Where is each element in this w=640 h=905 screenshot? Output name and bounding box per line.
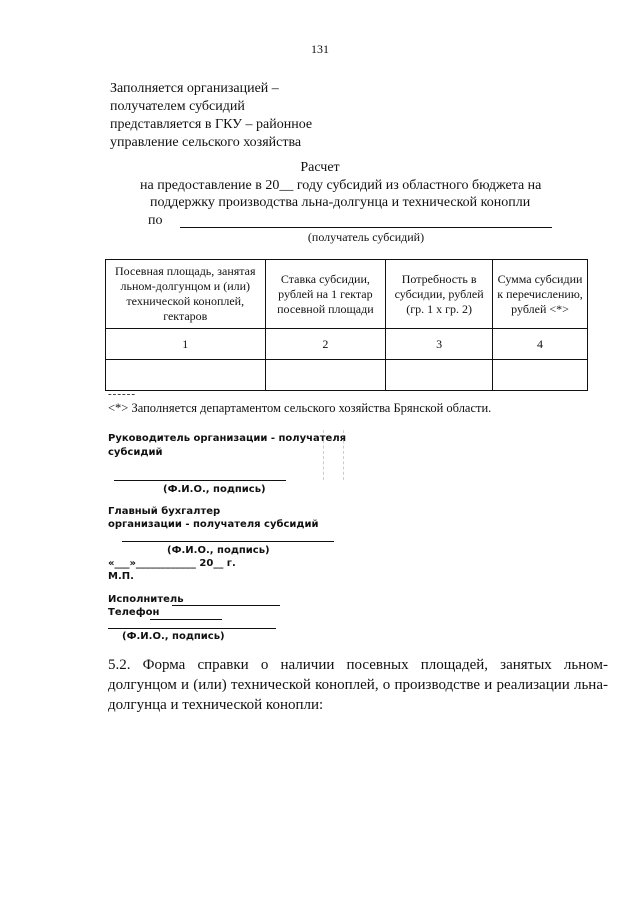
accountant-signature-line[interactable] <box>122 541 334 542</box>
executor-field[interactable] <box>172 605 280 606</box>
executor-signature-caption: (Ф.И.О., подпись) <box>122 631 225 642</box>
accountant-signature-caption: (Ф.И.О., подпись) <box>167 545 270 556</box>
phone-field[interactable] <box>150 619 222 620</box>
calculation-table <box>105 259 588 391</box>
column-number: 4 <box>493 329 588 360</box>
phone-label: Телефон <box>108 607 160 618</box>
table-cell[interactable] <box>106 360 266 391</box>
recipient-field[interactable] <box>180 227 552 228</box>
head-label-line2: субсидий <box>108 447 163 458</box>
executor-signature-line[interactable] <box>108 628 276 629</box>
header-cell-sum: Сумма субсидии к перечислению, рублей <*> <box>493 260 588 329</box>
column-number: 1 <box>106 329 266 360</box>
form-subtitle-line1: на предоставление в 20__ году субсидий из областного бюджета на <box>140 178 542 193</box>
table-cell[interactable] <box>265 360 386 391</box>
column-number: 2 <box>265 329 386 360</box>
accountant-label-line1: Главный бухгалтер <box>108 506 221 517</box>
table-row <box>106 360 588 391</box>
table-number-row <box>106 329 588 360</box>
header-cell-need: Потребность в субсидии, рублей (гр. 1 х гр. 2) <box>386 260 493 329</box>
column-number: 3 <box>386 329 493 360</box>
table-cell[interactable] <box>493 360 588 391</box>
head-signature-caption: (Ф.И.О., подпись) <box>163 484 266 495</box>
accountant-label-line2: организации - получателя субсидий <box>108 519 319 530</box>
executor-label: Исполнитель <box>108 594 184 605</box>
stamp-place: М.П. <box>108 571 134 582</box>
footnote-separator: ------ <box>108 388 136 400</box>
intro-line: представляется в ГКУ – районное <box>110 117 313 132</box>
intro-line: управление сельского хозяйства <box>110 135 302 150</box>
intro-line: Заполняется организацией – <box>110 81 279 96</box>
footnote-text: <*> Заполняется департаментом сельского хозяйства Брянской области. <box>108 401 492 415</box>
page-number: 131 <box>311 42 329 56</box>
head-label-line1: Руководитель организации - получателя <box>108 433 347 444</box>
table-cell[interactable] <box>386 360 493 391</box>
recipient-caption: (получатель субсидий) <box>307 230 425 244</box>
header-cell-area: Посевная площадь, занятая льном-долгунцом и (или) технической коноплей, гектаров <box>106 260 266 329</box>
header-cell-rate: Ставка субсидии, рублей на 1 гектар посевной площади <box>265 260 386 329</box>
intro-line: получателем субсидий <box>110 99 245 114</box>
table-header-row <box>106 260 588 329</box>
intro-block <box>110 80 312 152</box>
po-label: по <box>148 213 163 228</box>
date-field[interactable]: «___»____________ 20__ г. <box>108 558 236 569</box>
form-title: Расчет <box>300 160 340 175</box>
head-signature-line[interactable] <box>114 480 286 481</box>
form-subtitle-line2: поддержку производства льна-долгунца и технической конопли <box>150 195 531 210</box>
section-5-2-text: 5.2. Форма справки о наличии посевных площадей, занятых льном-долгунцом и (или) технической коноплей, о производстве и реализации льна-долгунца и технической конопли: <box>108 657 608 713</box>
